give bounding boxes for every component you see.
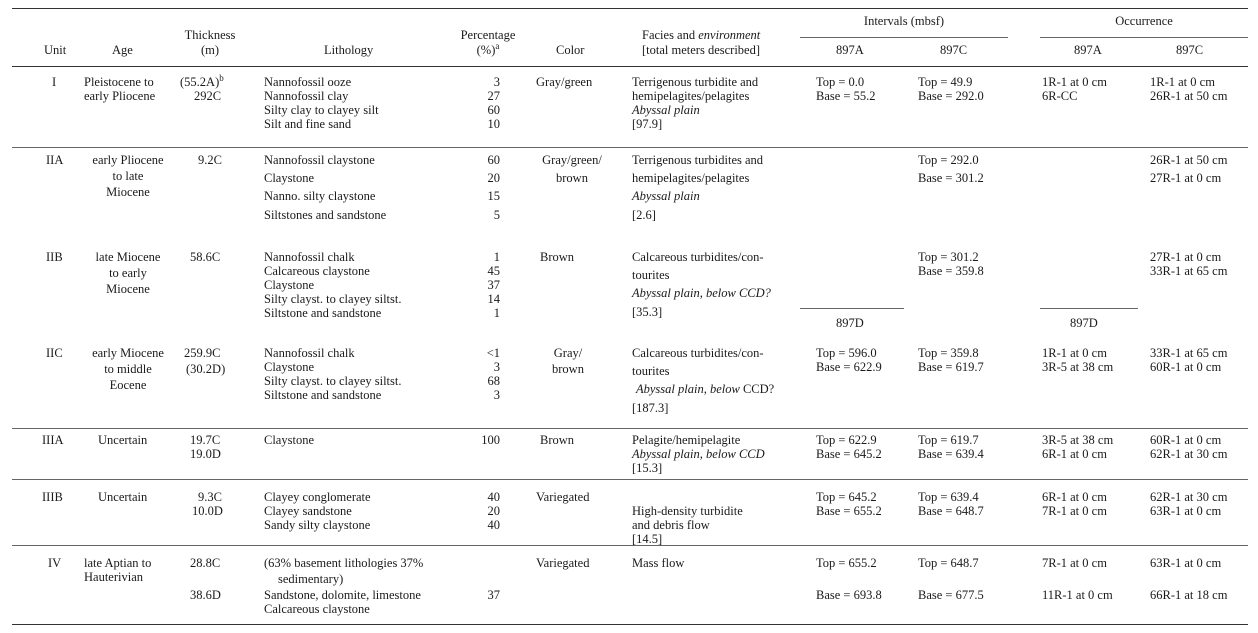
age-IIA-1: early Pliocene bbox=[92, 153, 164, 167]
lith-IIIB-3: Sandy silty claystone bbox=[264, 518, 371, 532]
occ-c-IIIB-1: 62R-1 at 30 cm bbox=[1150, 490, 1228, 504]
int-d-IIIB-base: Base = 655.2 bbox=[816, 504, 882, 518]
occ-c-I-1: 1R-1 at 0 cm bbox=[1150, 75, 1215, 89]
occ-c-IV-1: 63R-1 at 0 cm bbox=[1150, 556, 1222, 570]
unit-IIB: IIB bbox=[46, 250, 63, 264]
unit-I: I bbox=[52, 75, 57, 89]
facies-IIA-1: Terrigenous turbidites and bbox=[632, 153, 764, 167]
env-IIC-tail: CCD? bbox=[739, 382, 775, 396]
env-I bbox=[632, 103, 700, 117]
intervals-rule bbox=[800, 37, 1008, 38]
lith-IIIB-1: Clayey conglomerate bbox=[264, 490, 371, 504]
footnote-b: b bbox=[219, 72, 224, 83]
lith-IIIB-2: Clayey sandstone bbox=[264, 504, 352, 518]
header-intervals: Intervals (mbsf) bbox=[863, 14, 945, 28]
header-int-897A: 897A bbox=[836, 43, 864, 57]
header-thickness-2: (m) bbox=[200, 43, 220, 57]
lith-I-2: Nannofossil clay bbox=[264, 89, 349, 103]
header-color: Color bbox=[556, 43, 585, 57]
age-I-2: early Pliocene bbox=[84, 89, 156, 103]
thickness-I-1 bbox=[180, 72, 224, 89]
facies-IIC-1: Calcareous turbidites/con- bbox=[632, 346, 764, 360]
lith-IIC-1: Nannofossil chalk bbox=[264, 346, 355, 360]
pct-IIB-2: 45 bbox=[487, 264, 500, 278]
int-c-I-base: Base = 292.0 bbox=[918, 89, 984, 103]
pct-I-3: 60 bbox=[487, 103, 500, 117]
pct-I-2: 27 bbox=[487, 89, 500, 103]
facies-IIIB-2: and debris flow bbox=[632, 518, 710, 532]
header-int-897C: 897C bbox=[940, 43, 968, 57]
pct-IIA-1: 60 bbox=[487, 153, 500, 167]
occ-c-IIIA-1: 60R-1 at 0 cm bbox=[1150, 433, 1222, 447]
int-d-IIC-base: Base = 622.9 bbox=[816, 360, 882, 374]
sub-rule-897D-int bbox=[800, 308, 904, 309]
footnote-a: a bbox=[495, 40, 500, 51]
env-IIA bbox=[632, 189, 700, 203]
header-occurrence: Occurrence bbox=[1115, 14, 1173, 28]
header-occ-897C: 897C bbox=[1176, 43, 1204, 57]
lith-IIB-5: Siltstone and sandstone bbox=[264, 306, 382, 320]
age-IV-2: Hauterivian bbox=[84, 570, 144, 584]
thickness-IIA: 9.2C bbox=[198, 153, 222, 167]
pct-IIC-4: 3 bbox=[493, 388, 500, 402]
lith-IIB-4: Silty clayst. to clayey siltst. bbox=[264, 292, 402, 306]
row-rule-IIIB bbox=[12, 479, 1248, 480]
env-IIIA-text: Abyssal plain, below CCD bbox=[632, 447, 765, 461]
int-d-IIIA-top: Top = 622.9 bbox=[816, 433, 877, 447]
int-d-IV-base: Base = 693.8 bbox=[816, 588, 882, 602]
env-IIB bbox=[632, 286, 771, 300]
lith-I-4: Silt and fine sand bbox=[264, 117, 352, 131]
lith-IIA-1: Nannofossil claystone bbox=[264, 153, 375, 167]
env-IIIA bbox=[632, 447, 765, 461]
lith-IV-2: sedimentary) bbox=[278, 572, 344, 586]
thickness-IIIA-1: 19.7C bbox=[190, 433, 221, 447]
age-IIC-2: to middle bbox=[104, 362, 152, 376]
thickness-I-2: 292C bbox=[194, 89, 222, 103]
occ-d-IIIA-1: 3R-5 at 38 cm bbox=[1042, 433, 1114, 447]
lith-IIC-3: Silty clayst. to clayey siltst. bbox=[264, 374, 402, 388]
facies-IIB-1: Calcareous turbidites/con- bbox=[632, 250, 764, 264]
int-c-IIIA-base: Base = 639.4 bbox=[918, 447, 984, 461]
lith-IIC-4: Siltstone and sandstone bbox=[264, 388, 382, 402]
row-rule-IIIA bbox=[12, 428, 1248, 429]
color-IIA-2: brown bbox=[556, 171, 588, 185]
pct-IIA-3: 15 bbox=[487, 189, 500, 203]
header-facies-2: [total meters described] bbox=[642, 43, 761, 57]
age-IIIB: Uncertain bbox=[98, 490, 148, 504]
occ-c-IIB-2: 33R-1 at 65 cm bbox=[1150, 264, 1228, 278]
lith-IIIA-1: Claystone bbox=[264, 433, 314, 447]
age-IIB-2: to early bbox=[109, 266, 147, 280]
lith-I-1: Nannofossil ooze bbox=[264, 75, 352, 89]
int-c-I-top: Top = 49.9 bbox=[918, 75, 973, 89]
unit-IIIB: IIIB bbox=[42, 490, 63, 504]
occ-a-I-1: 1R-1 at 0 cm bbox=[1042, 75, 1107, 89]
occ-c-IIC-2: 60R-1 at 0 cm bbox=[1150, 360, 1222, 374]
int-a-I-top: Top = 0.0 bbox=[816, 75, 865, 89]
lith-IIA-3: Nanno. silty claystone bbox=[264, 189, 376, 203]
occ-c-IV-2: 66R-1 at 18 cm bbox=[1150, 588, 1228, 602]
int-c-IIB-base: Base = 359.8 bbox=[918, 264, 984, 278]
percentage-unit: (%) bbox=[476, 43, 496, 57]
color-IIIB: Variegated bbox=[536, 490, 590, 504]
thickness-IIC-2: (30.2D) bbox=[186, 362, 226, 376]
thickness-IIIB-2: 10.0D bbox=[192, 504, 223, 518]
pct-IIC-1: <1 bbox=[486, 346, 500, 360]
header-facies-1 bbox=[642, 28, 760, 42]
occ-c-IIA-2: 27R-1 at 0 cm bbox=[1150, 171, 1222, 185]
header-unit: Unit bbox=[44, 43, 67, 57]
occ-d-IIIB-2: 7R-1 at 0 cm bbox=[1042, 504, 1107, 518]
pct-IV-1: 37 bbox=[487, 588, 500, 602]
int-d-IIIB-top: Top = 645.2 bbox=[816, 490, 877, 504]
lith-IIA-4: Siltstones and sandstone bbox=[264, 208, 387, 222]
pct-IIB-5: 1 bbox=[493, 306, 500, 320]
thickness-IIIB-1: 9.3C bbox=[198, 490, 222, 504]
age-I-1: Pleistocene to bbox=[84, 75, 154, 89]
color-IIIA: Brown bbox=[540, 433, 575, 447]
age-IIC-1: early Miocene bbox=[92, 346, 164, 360]
env-IIC-text: Abyssal plain, below bbox=[636, 382, 740, 396]
thickness-IV-2: 38.6D bbox=[190, 588, 221, 602]
lith-IIB-3: Claystone bbox=[264, 278, 314, 292]
age-IIC-3: Eocene bbox=[109, 378, 147, 392]
pct-IIA-2: 20 bbox=[487, 171, 500, 185]
row-rule-IV bbox=[12, 545, 1248, 546]
meters-I: [97.9] bbox=[632, 117, 663, 131]
int-c-IIIB-base: Base = 648.7 bbox=[918, 504, 984, 518]
lith-I-3: Silty clay to clayey silt bbox=[264, 103, 379, 117]
header-lithology: Lithology bbox=[324, 43, 374, 57]
lith-IV-4: Calcareous claystone bbox=[264, 602, 370, 616]
meters-IIB: [35.3] bbox=[632, 305, 663, 319]
age-IV-1: late Aptian to bbox=[84, 556, 152, 570]
unit-IIC: IIC bbox=[46, 346, 63, 360]
lith-IV-1: (63% basement lithologies 37% bbox=[264, 556, 424, 570]
occ-c-IIIB-2: 63R-1 at 0 cm bbox=[1150, 504, 1222, 518]
occ-d-IV-1: 7R-1 at 0 cm bbox=[1042, 556, 1107, 570]
bottom-rule bbox=[12, 624, 1248, 625]
color-IIC-2: brown bbox=[552, 362, 584, 376]
pct-I-4: 10 bbox=[487, 117, 500, 131]
pct-IIB-1: 1 bbox=[493, 250, 500, 264]
header-occ-897A: 897A bbox=[1074, 43, 1102, 57]
unit-IIIA: IIIA bbox=[42, 433, 64, 447]
env-IIC bbox=[636, 382, 774, 396]
int-d-IIC-top: Top = 596.0 bbox=[816, 346, 877, 360]
meters-IIIA: [15.3] bbox=[632, 461, 663, 475]
int-c-IIA-top: Top = 292.0 bbox=[918, 153, 979, 167]
environment-label: environment bbox=[698, 28, 761, 42]
age-IIB-3: Miocene bbox=[106, 282, 150, 296]
occ-d-IIC-2: 3R-5 at 38 cm bbox=[1042, 360, 1114, 374]
header-percentage-2 bbox=[446, 40, 530, 57]
pct-IIA-4: 5 bbox=[493, 208, 500, 222]
int-a-I-base: Base = 55.2 bbox=[816, 89, 876, 103]
facies-IIB-2: tourites bbox=[632, 268, 670, 282]
lith-IIB-2: Calcareous claystone bbox=[264, 264, 370, 278]
occ-d-IIIB-1: 6R-1 at 0 cm bbox=[1042, 490, 1107, 504]
row-rule-I bbox=[12, 147, 1248, 148]
color-IV: Variegated bbox=[536, 556, 590, 570]
pct-IIC-3: 68 bbox=[487, 374, 500, 388]
int-c-IIC-base: Base = 619.7 bbox=[918, 360, 984, 374]
thickness-IIIA-2: 19.0D bbox=[190, 447, 221, 461]
color-I: Gray/green bbox=[536, 75, 593, 89]
header-age: Age bbox=[112, 43, 133, 57]
pct-IIIB-2: 20 bbox=[487, 504, 500, 518]
occ-d-IIIA-2: 6R-1 at 0 cm bbox=[1042, 447, 1107, 461]
env-IIB-text: Abyssal plain, below CCD? bbox=[632, 286, 771, 300]
unit-IV: IV bbox=[48, 556, 62, 570]
facies-IIA-2: hemipelagites/pelagites bbox=[632, 171, 750, 185]
meters-IIC: [187.3] bbox=[632, 401, 669, 415]
env-IIA-text: Abyssal plain bbox=[632, 189, 700, 203]
thickness-IIB: 58.6C bbox=[190, 250, 221, 264]
meters-IIA: [2.6] bbox=[632, 208, 656, 222]
occ-d-IIC-1: 1R-1 at 0 cm bbox=[1042, 346, 1107, 360]
int-c-IV-top: Top = 648.7 bbox=[918, 556, 979, 570]
occ-d-IV-2: 11R-1 at 0 cm bbox=[1042, 588, 1113, 602]
age-IIB-1: late Miocene bbox=[95, 250, 161, 264]
header-percentage-1: Percentage bbox=[460, 28, 516, 42]
thickness-IIC-1: 259.9C bbox=[184, 346, 221, 360]
pct-I-1: 3 bbox=[493, 75, 500, 89]
header-occ-897D: 897D bbox=[1070, 316, 1098, 330]
facies-I-2: hemipelagites/pelagites bbox=[632, 89, 750, 103]
facies-label: Facies and bbox=[642, 28, 699, 42]
facies-I-1: Terrigenous turbidite and bbox=[632, 75, 759, 89]
thickness-IV-1: 28.8C bbox=[190, 556, 221, 570]
age-IIA-2: to late bbox=[112, 169, 144, 183]
lith-IIB-1: Nannofossil chalk bbox=[264, 250, 355, 264]
pct-IIB-4: 14 bbox=[487, 292, 500, 306]
facies-IIC-2: tourites bbox=[632, 364, 670, 378]
pct-IIC-2: 3 bbox=[493, 360, 500, 374]
int-c-IIB-top: Top = 301.2 bbox=[918, 250, 979, 264]
meters-IIIB: [14.5] bbox=[632, 532, 663, 546]
occurrence-rule bbox=[1040, 37, 1248, 38]
int-c-IV-base: Base = 677.5 bbox=[918, 588, 984, 602]
occ-c-IIC-1: 33R-1 at 65 cm bbox=[1150, 346, 1228, 360]
occ-c-IIA-1: 26R-1 at 50 cm bbox=[1150, 153, 1228, 167]
thickness-I-value: (55.2A) bbox=[180, 75, 220, 89]
facies-IIIB-1: High-density turbidite bbox=[632, 504, 743, 518]
lith-IIA-2: Claystone bbox=[264, 171, 314, 185]
int-d-IIIA-base: Base = 645.2 bbox=[816, 447, 882, 461]
facies-IV-1: Mass flow bbox=[632, 556, 685, 570]
occ-c-IIIA-2: 62R-1 at 30 cm bbox=[1150, 447, 1228, 461]
lith-IIC-2: Claystone bbox=[264, 360, 314, 374]
header-rule bbox=[12, 66, 1248, 67]
int-c-IIIB-top: Top = 639.4 bbox=[918, 490, 979, 504]
int-c-IIIA-top: Top = 619.7 bbox=[918, 433, 979, 447]
unit-IIA: IIA bbox=[46, 153, 64, 167]
occ-a-I-2: 6R-CC bbox=[1042, 89, 1078, 103]
occ-c-I-2: 26R-1 at 50 cm bbox=[1150, 89, 1228, 103]
sub-rule-897D-occ bbox=[1040, 308, 1138, 309]
int-d-IV-top: Top = 655.2 bbox=[816, 556, 877, 570]
pct-IIIB-1: 40 bbox=[487, 490, 500, 504]
header-int-897D: 897D bbox=[836, 316, 864, 330]
pct-IIIB-3: 40 bbox=[487, 518, 500, 532]
pct-IIIA-1: 100 bbox=[481, 433, 500, 447]
pct-IIB-3: 37 bbox=[487, 278, 500, 292]
int-c-IIA-base: Base = 301.2 bbox=[918, 171, 984, 185]
top-rule bbox=[12, 8, 1248, 9]
age-IIIA: Uncertain bbox=[98, 433, 148, 447]
color-IIA-1: Gray/green/ bbox=[542, 153, 602, 167]
int-c-IIC-top: Top = 359.8 bbox=[918, 346, 979, 360]
age-IIA-3: Miocene bbox=[106, 185, 150, 199]
color-IIC-1: Gray/ bbox=[553, 346, 583, 360]
color-IIB: Brown bbox=[540, 250, 575, 264]
facies-IIIA-1: Pelagite/hemipelagite bbox=[632, 433, 741, 447]
header-thickness-1: Thickness bbox=[184, 28, 236, 42]
lith-IV-3: Sandstone, dolomite, limestone bbox=[264, 588, 421, 602]
env-I-text: Abyssal plain bbox=[632, 103, 700, 117]
occ-c-IIB-1: 27R-1 at 0 cm bbox=[1150, 250, 1222, 264]
